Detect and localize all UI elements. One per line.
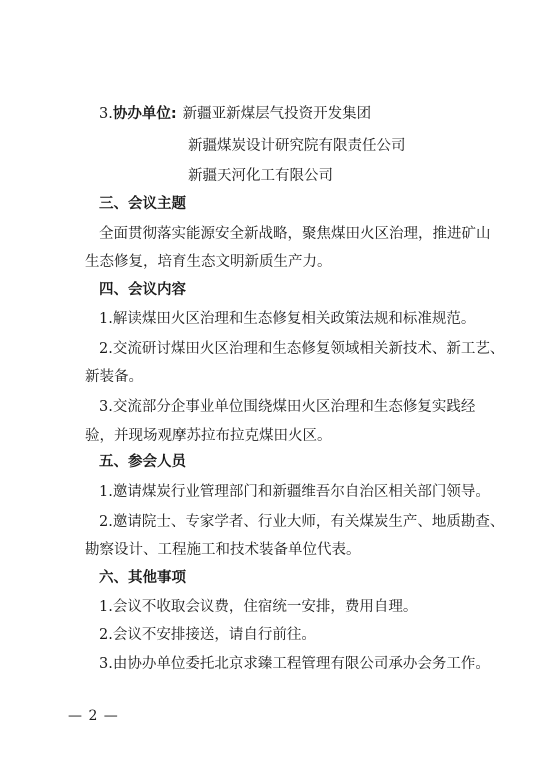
section-6-item-1: 1.会议不收取会议费，住宿统一安排，费用自理。 bbox=[99, 599, 418, 615]
section-3-line-1: 全面贯彻落实能源安全新战略，聚焦煤田火区治理，推进矿山 bbox=[99, 226, 491, 242]
co-organizer-3: 新疆天河化工有限公司 bbox=[188, 168, 333, 184]
section-4-item-3-line-1: 3.交流部分企事业单位围绕煤田火区治理和生态修复实践经 bbox=[99, 399, 476, 415]
section-3-heading: 三、会议主题 bbox=[99, 196, 186, 212]
section-4-item-2-line-2: 新装备。 bbox=[85, 369, 143, 385]
section-6-heading: 六、其他事项 bbox=[99, 570, 186, 586]
co-organizer-2: 新疆煤炭设计研究院有限责任公司 bbox=[188, 138, 406, 154]
page-number: — 2 — bbox=[68, 708, 119, 724]
section-6-item-3: 3.由协办单位委托北京求臻工程管理有限公司承办会务工作。 bbox=[99, 656, 490, 672]
section-5-item-2-line-2: 勘察设计、工程施工和技术装备单位代表。 bbox=[85, 542, 361, 558]
co-organizers-line bbox=[99, 104, 371, 124]
section-4-item-3-line-2: 验，并现场观摩苏拉布拉克煤田火区。 bbox=[85, 428, 332, 444]
co-organizers-number: 3. bbox=[99, 106, 113, 122]
section-6-item-2: 2.会议不安排接送，请自行前往。 bbox=[99, 627, 316, 643]
section-5-item-2-line-1: 2.邀请院士、专家学者、行业大师，有关煤炭生产、地质勘查、 bbox=[99, 514, 505, 530]
co-organizers-label: 协办单位: bbox=[112, 106, 177, 122]
co-organizer-1: 新疆亚新煤层气投资开发集团 bbox=[182, 106, 372, 122]
section-4-item-2-line-1: 2.交流研讨煤田火区治理和生态修复领域相关新技术、新工艺、 bbox=[99, 341, 505, 357]
section-3-line-2: 生态修复，培育生态文明新质生产力。 bbox=[85, 254, 332, 270]
section-4-item-1: 1.解读煤田火区治理和生态修复相关政策法规和标准规范。 bbox=[99, 311, 476, 327]
section-4-heading: 四、会议内容 bbox=[99, 282, 186, 298]
section-5-heading: 五、参会人员 bbox=[99, 454, 186, 470]
section-5-item-1: 1.邀请煤炭行业管理部门和新疆维吾尔自治区相关部门领导。 bbox=[99, 484, 490, 500]
